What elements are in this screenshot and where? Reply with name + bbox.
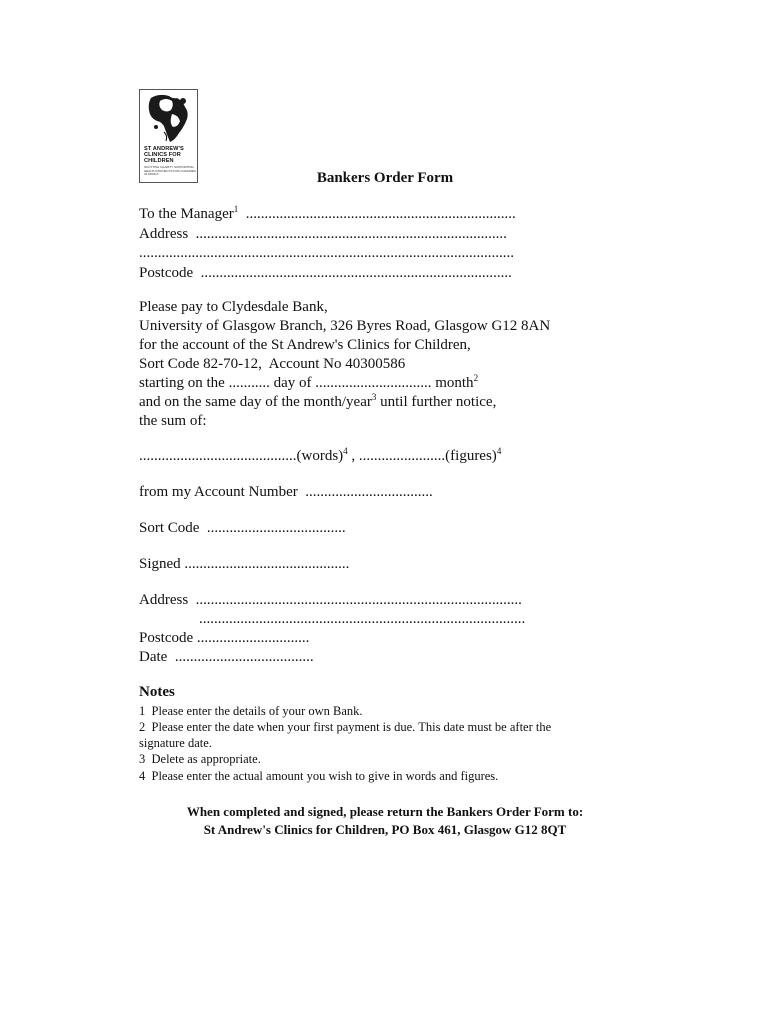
pay-line-1: Please pay to Clydesdale Bank, xyxy=(139,299,328,315)
address2-label: Address xyxy=(139,592,189,608)
postcode-label: Postcode xyxy=(139,265,194,281)
note-item: 4 Please enter the actual amount you wish to give in words and figures. xyxy=(139,769,499,783)
address-line xyxy=(139,225,507,244)
postcode2-field[interactable]: Postcode .............................. xyxy=(139,630,310,646)
logo-tagline: SCOTTISH CHARITY SUPPORTING HEALTH PROJECTS FOR CHILDREN IN AFRICA xyxy=(144,165,196,176)
pay-line-3: for the account of the St Andrew's Clinics for Children, xyxy=(139,337,471,353)
amount-line[interactable] xyxy=(139,447,501,466)
postcode-line xyxy=(139,264,512,283)
date-field[interactable]: Date ..................................... xyxy=(139,649,314,665)
address2-field-line2[interactable]: ....................................................................................... xyxy=(199,611,526,627)
form-title: Bankers Order Form xyxy=(316,170,454,186)
figures-field[interactable]: , .......................(figures) xyxy=(347,448,497,464)
sum-label: the sum of: xyxy=(139,413,207,429)
address2-line xyxy=(139,591,522,610)
return-instructions: When completed and signed, please return the Bankers Order Form to: xyxy=(186,804,584,819)
words-field[interactable]: ..........................................(words) xyxy=(139,448,344,464)
footnote-marker: 1 xyxy=(233,204,239,214)
signed-field[interactable]: Signed ............................................ xyxy=(139,556,350,572)
note-item: 2 Please enter the date when your first payment is due. This date must be after the xyxy=(139,720,552,734)
footnote-marker: 2 xyxy=(473,373,479,383)
note-item: 3 Delete as appropriate. xyxy=(139,752,261,766)
address2-field[interactable]: ....................................................................................... xyxy=(195,592,522,608)
manager-field[interactable]: ........................................................................ xyxy=(245,206,516,222)
sort-code-field[interactable]: Sort Code ..................................... xyxy=(139,520,346,536)
manager-line xyxy=(139,205,516,224)
note-item: 1 Please enter the details of your own Bank. xyxy=(139,704,363,718)
same-day-line: and on the same day of the month/year$^3$ until further notice, xyxy=(139,392,497,410)
return-address: St Andrew's Clinics for Children, PO Box 461, Glasgow G12 8QT xyxy=(203,822,567,837)
manager-label: To the Manager xyxy=(139,206,234,222)
postcode-field[interactable]: ................................................................................... xyxy=(200,265,512,281)
account-number-field[interactable]: from my Account Number .................................. xyxy=(139,484,433,500)
pay-line-4: Sort Code 82-70-12, Account No 40300586 xyxy=(139,356,406,372)
footnote-marker: 4 xyxy=(496,446,502,456)
address-label: Address xyxy=(139,226,189,242)
africa-map-icon xyxy=(143,92,193,144)
pay-line-2: University of Glasgow Branch, 326 Byres Road, Glasgow G12 8AN xyxy=(139,318,551,334)
address-field[interactable]: ................................................................................... xyxy=(195,226,507,242)
note-item: signature date. xyxy=(139,736,212,750)
footnote-marker: 4 xyxy=(343,446,348,456)
charity-logo xyxy=(139,89,198,183)
notes-heading: Notes xyxy=(139,684,175,700)
starting-line[interactable]: starting on the ........... day of ............................... month$^2$ xyxy=(139,373,479,391)
logo-name: ST ANDREW'S CLINICS FOR CHILDREN xyxy=(144,146,184,165)
address-field-line2[interactable]: .................................................................................................... xyxy=(139,245,514,261)
footnote-marker: 3 xyxy=(371,392,377,402)
